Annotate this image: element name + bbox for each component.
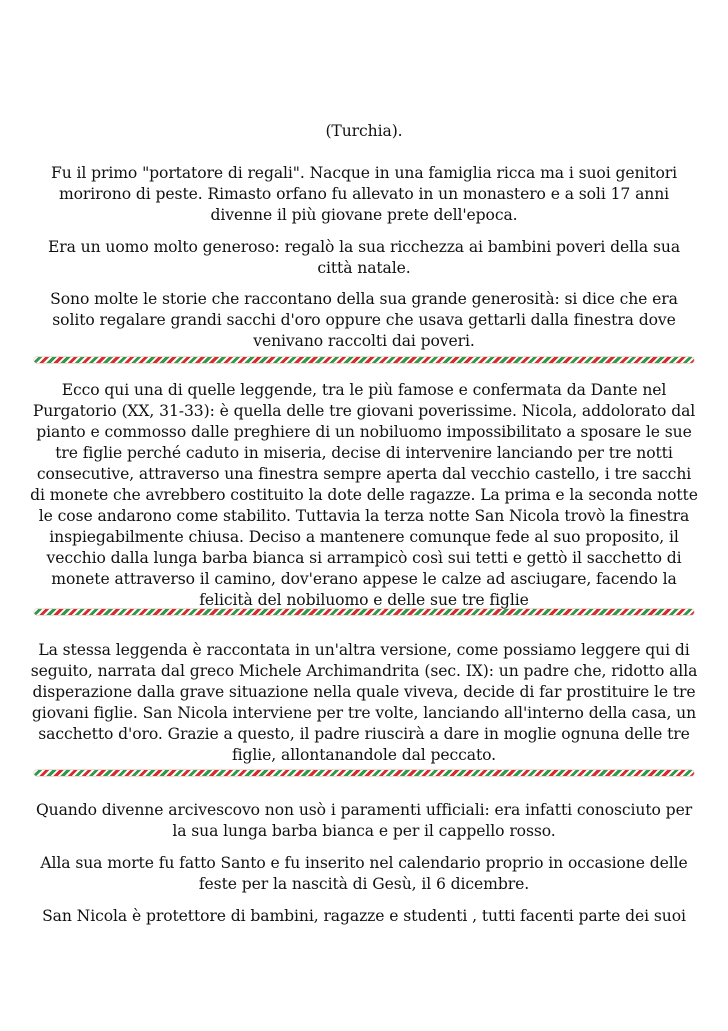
candy-cane-divider	[34, 357, 694, 363]
paragraph-sainthood: Alla sua morte fu fatto Santo e fu inserito nel calendario proprio in occasione delle feste per la nascità di Gesù, il 6 dicembre.	[40, 854, 688, 893]
paragraph-legend-alternate-version: La stessa leggenda è raccontata in un'altra versione, come possiamo leggere qui di seguito, narrata dal greco Michele Archimandrita (sec. IX): un padre che, ridotto alla disperazione dalla grave situazione nella quale viveva, decide di far prostituire le tre giovani figlie. San Nicola interviene per tre volte, lanciando all'interno della casa, un sacchetto d'oro. Grazie a questo, il padre riuscirà a dare in moglie ognuna delle tre figlie, allontanandole dal peccato.	[30, 641, 698, 764]
candy-cane-divider	[34, 609, 694, 615]
paragraph-generosity: Era un uomo molto generoso: regalò la sua ricchezza ai bambini poveri della sua città natale.	[47, 238, 681, 277]
candy-cane-divider	[34, 770, 694, 776]
paragraph-first-gift-bearer: Fu il primo "portatore di regali". Nacque in una famiglia ricca ma i suoi genitori morirono di peste. Rimasto orfano fu allevato in un monastero e a soli 17 anni divenne il più giovane prete dell'epoca.	[50, 164, 678, 224]
paragraph-protector: San Nicola è protettore di bambini, ragazze e studenti , tutti facenti parte dei suoi	[42, 907, 686, 925]
paragraph-stories: Sono molte le storie che raccontano della sua grande generosità: si dice che era solito regalare grandi sacchi d'oro oppure che usava gettarli dalla finestra dove venivano raccolti dai poveri.	[50, 290, 678, 350]
paragraph-location: (Turchia).	[325, 122, 403, 140]
paragraph-legend-three-daughters: Ecco qui una di quelle leggende, tra le più famose e confermata da Dante nel Purgatorio (XX, 31-33): è quella delle tre giovani poverissime. Nicola, addolorato dal pianto e commosso dalle preghiere di un nobiluomo impossibilitato a sposare le sue tre figlie perché caduto in miseria, decise di intervenire lanciando per tre notti consecutive, attraverso una finestra sempre aperta dal vecchio castello, i tre sacchi di monete che avrebbero costituito la dote delle ragazze. La prima e la seconda notte le cose andarono come stabilito. Tuttavia la terza notte San Nicola trovò la finestra inspiegabilmente chiusa. Deciso a mantenere comunque fede al suo proposito, il vecchio dalla lunga barba bianca si arrampicò così sui tetti e gettò il sacchetto di monete attraverso il camino, dov'erano appese le calze ad asciugare, facendo la felicità del nobiluomo e delle sue tre figlie	[30, 381, 698, 609]
paragraph-archbishop: Quando divenne arcivescovo non usò i paramenti ufficiali: era infatti conosciuto per la sua lunga barba bianca e per il cappello rosso.	[35, 801, 693, 840]
